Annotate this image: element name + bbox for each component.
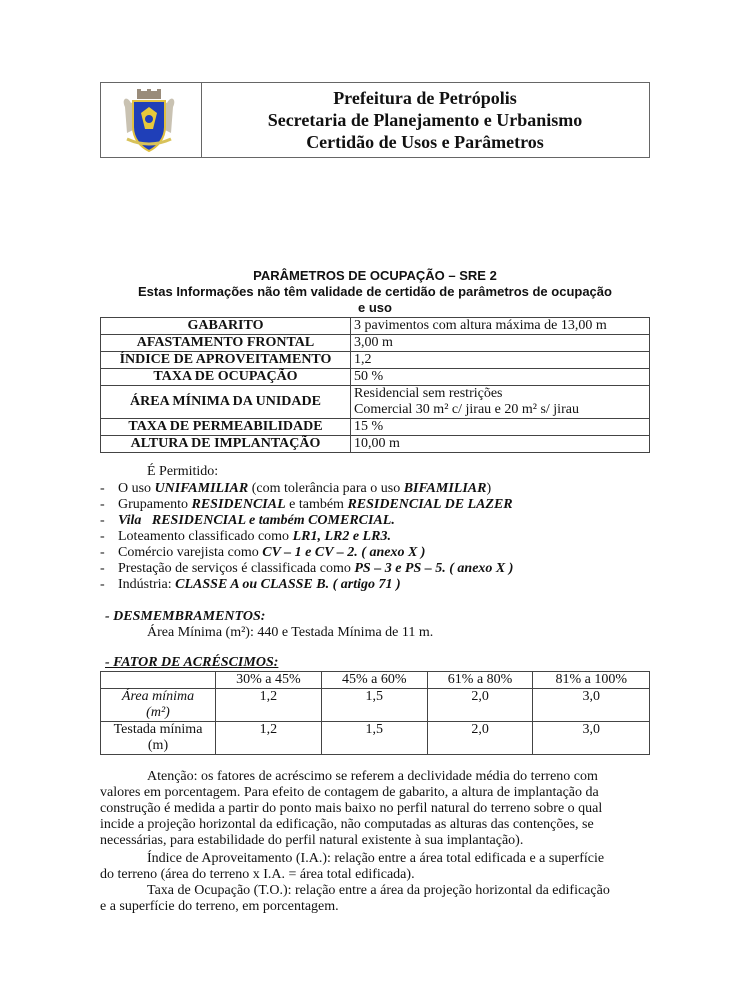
atencao-paragraph: Atenção: os fatores de acréscimo se referem a declividade média do terreno com valores em porcentagem. Para efeito de contagem de gabarito, a altura de implantação da construção é medida a partir do ponto mais baixo no perfil natural do terreno sobre o qual incide a projeção horizontal da edificação, não computadas as alturas das contenções, se necessárias, para estabilidade do perfil natural existente à sua implantação).	[100, 769, 603, 848]
table-cell: 3,0	[533, 689, 650, 722]
table-cell: 1,5	[321, 689, 427, 722]
table-row	[101, 386, 650, 419]
param-key: TAXA DE PERMEABILIDADE	[101, 419, 351, 436]
column-header: 61% a 80%	[427, 672, 533, 689]
table-header-row	[101, 672, 650, 689]
taxa-paragraph: Taxa de Ocupação (T.O.): relação entre a área da projeção horizontal da edificação e a superfície do terreno, em porcentagem.	[100, 883, 610, 914]
table-cell: 1,5	[321, 722, 427, 755]
param-key: GABARITO	[101, 318, 351, 335]
table-cell: 1,2	[216, 722, 322, 755]
table-row	[101, 436, 650, 453]
table-cell: 2,0	[427, 689, 533, 722]
desmembramentos-text: Área Mínima (m²): 440 e Testada Mínima de 11 m.	[147, 625, 434, 640]
document-header	[100, 82, 650, 158]
permitido-heading: É Permitido:	[147, 464, 219, 479]
param-key: ÍNDICE DE APROVEITAMENTO	[101, 352, 351, 369]
parameters-table	[100, 317, 650, 453]
table-row	[101, 689, 650, 722]
header-title-certidao: Certidão de Usos e Parâmetros	[306, 132, 544, 152]
param-value: 50 %	[351, 369, 650, 386]
param-value: 3,00 m	[351, 335, 650, 352]
permitido-list	[100, 481, 660, 593]
section-subtitle-cont: e uso	[358, 300, 392, 315]
header-title-prefeitura: Prefeitura de Petrópolis	[333, 88, 517, 108]
section-subtitle: Estas Informações não têm validade de certidão de parâmetros de ocupação	[138, 284, 612, 299]
table-row	[101, 419, 650, 436]
param-key: AFASTAMENTO FRONTAL	[101, 335, 351, 352]
indice-paragraph: Índice de Aproveitamento (I.A.): relação entre a área total edificada e a superfície do terreno (área do terreno x I.A. = área total edificada).	[100, 851, 605, 882]
table-row	[101, 352, 650, 369]
row-label: Testada mínima (m)	[101, 722, 216, 755]
param-key: ALTURA DE IMPLANTAÇÃO	[101, 436, 351, 453]
param-key: TAXA DE OCUPAÇÃO	[101, 369, 351, 386]
param-value: 1,2	[351, 352, 650, 369]
param-value: 3 pavimentos com altura máxima de 13,00 m	[351, 318, 650, 335]
column-header: 45% a 60%	[321, 672, 427, 689]
table-row	[101, 318, 650, 335]
table-cell: 1,2	[216, 689, 322, 722]
coat-of-arms-logo	[117, 89, 181, 153]
table-row	[101, 369, 650, 386]
row-label: Área mínima (m²)	[101, 689, 216, 722]
list-item: - Vila RESIDENCIAL e também COMERCIAL.	[100, 513, 395, 528]
param-value-line: Comercial 30 m² c/ jirau e 20 m² s/ jirau	[354, 402, 579, 417]
param-value	[351, 386, 650, 419]
list-item: - Prestação de serviços é classificada como PS – 3 e PS – 5. ( anexo X )	[100, 561, 514, 576]
column-header: 81% a 100%	[533, 672, 650, 689]
column-header: 30% a 45%	[216, 672, 322, 689]
param-value: 15 %	[351, 419, 650, 436]
table-row	[101, 722, 650, 755]
section-title: PARÂMETROS DE OCUPAÇÃO – SRE 2	[253, 268, 497, 283]
table-cell: 2,0	[427, 722, 533, 755]
param-value: 10,00 m	[351, 436, 650, 453]
list-item: - O uso UNIFAMILIAR (com tolerância para o uso BIFAMILIAR)	[100, 481, 492, 496]
list-item: - Comércio varejista como CV – 1 e CV – 2. ( anexo X )	[100, 545, 426, 560]
list-item: - Grupamento RESIDENCIAL e também RESIDENCIAL DE LAZER	[100, 497, 513, 512]
param-key: ÁREA MÍNIMA DA UNIDADE	[101, 386, 351, 419]
table-cell: 3,0	[533, 722, 650, 755]
param-value-line: Residencial sem restrições	[354, 386, 503, 401]
list-item: - Indústria: CLASSE A ou CLASSE B. ( artigo 71 )	[100, 577, 401, 592]
header-title-secretaria: Secretaria de Planejamento e Urbanismo	[267, 110, 583, 130]
list-item: - Loteamento classificado como LR1, LR2 e LR3.	[100, 529, 391, 544]
table-row	[101, 335, 650, 352]
desmembramentos-heading: - DESMEMBRAMENTOS:	[105, 609, 266, 624]
fator-heading: - FATOR DE ACRÉSCIMOS:	[105, 655, 279, 670]
fator-table	[100, 671, 650, 755]
